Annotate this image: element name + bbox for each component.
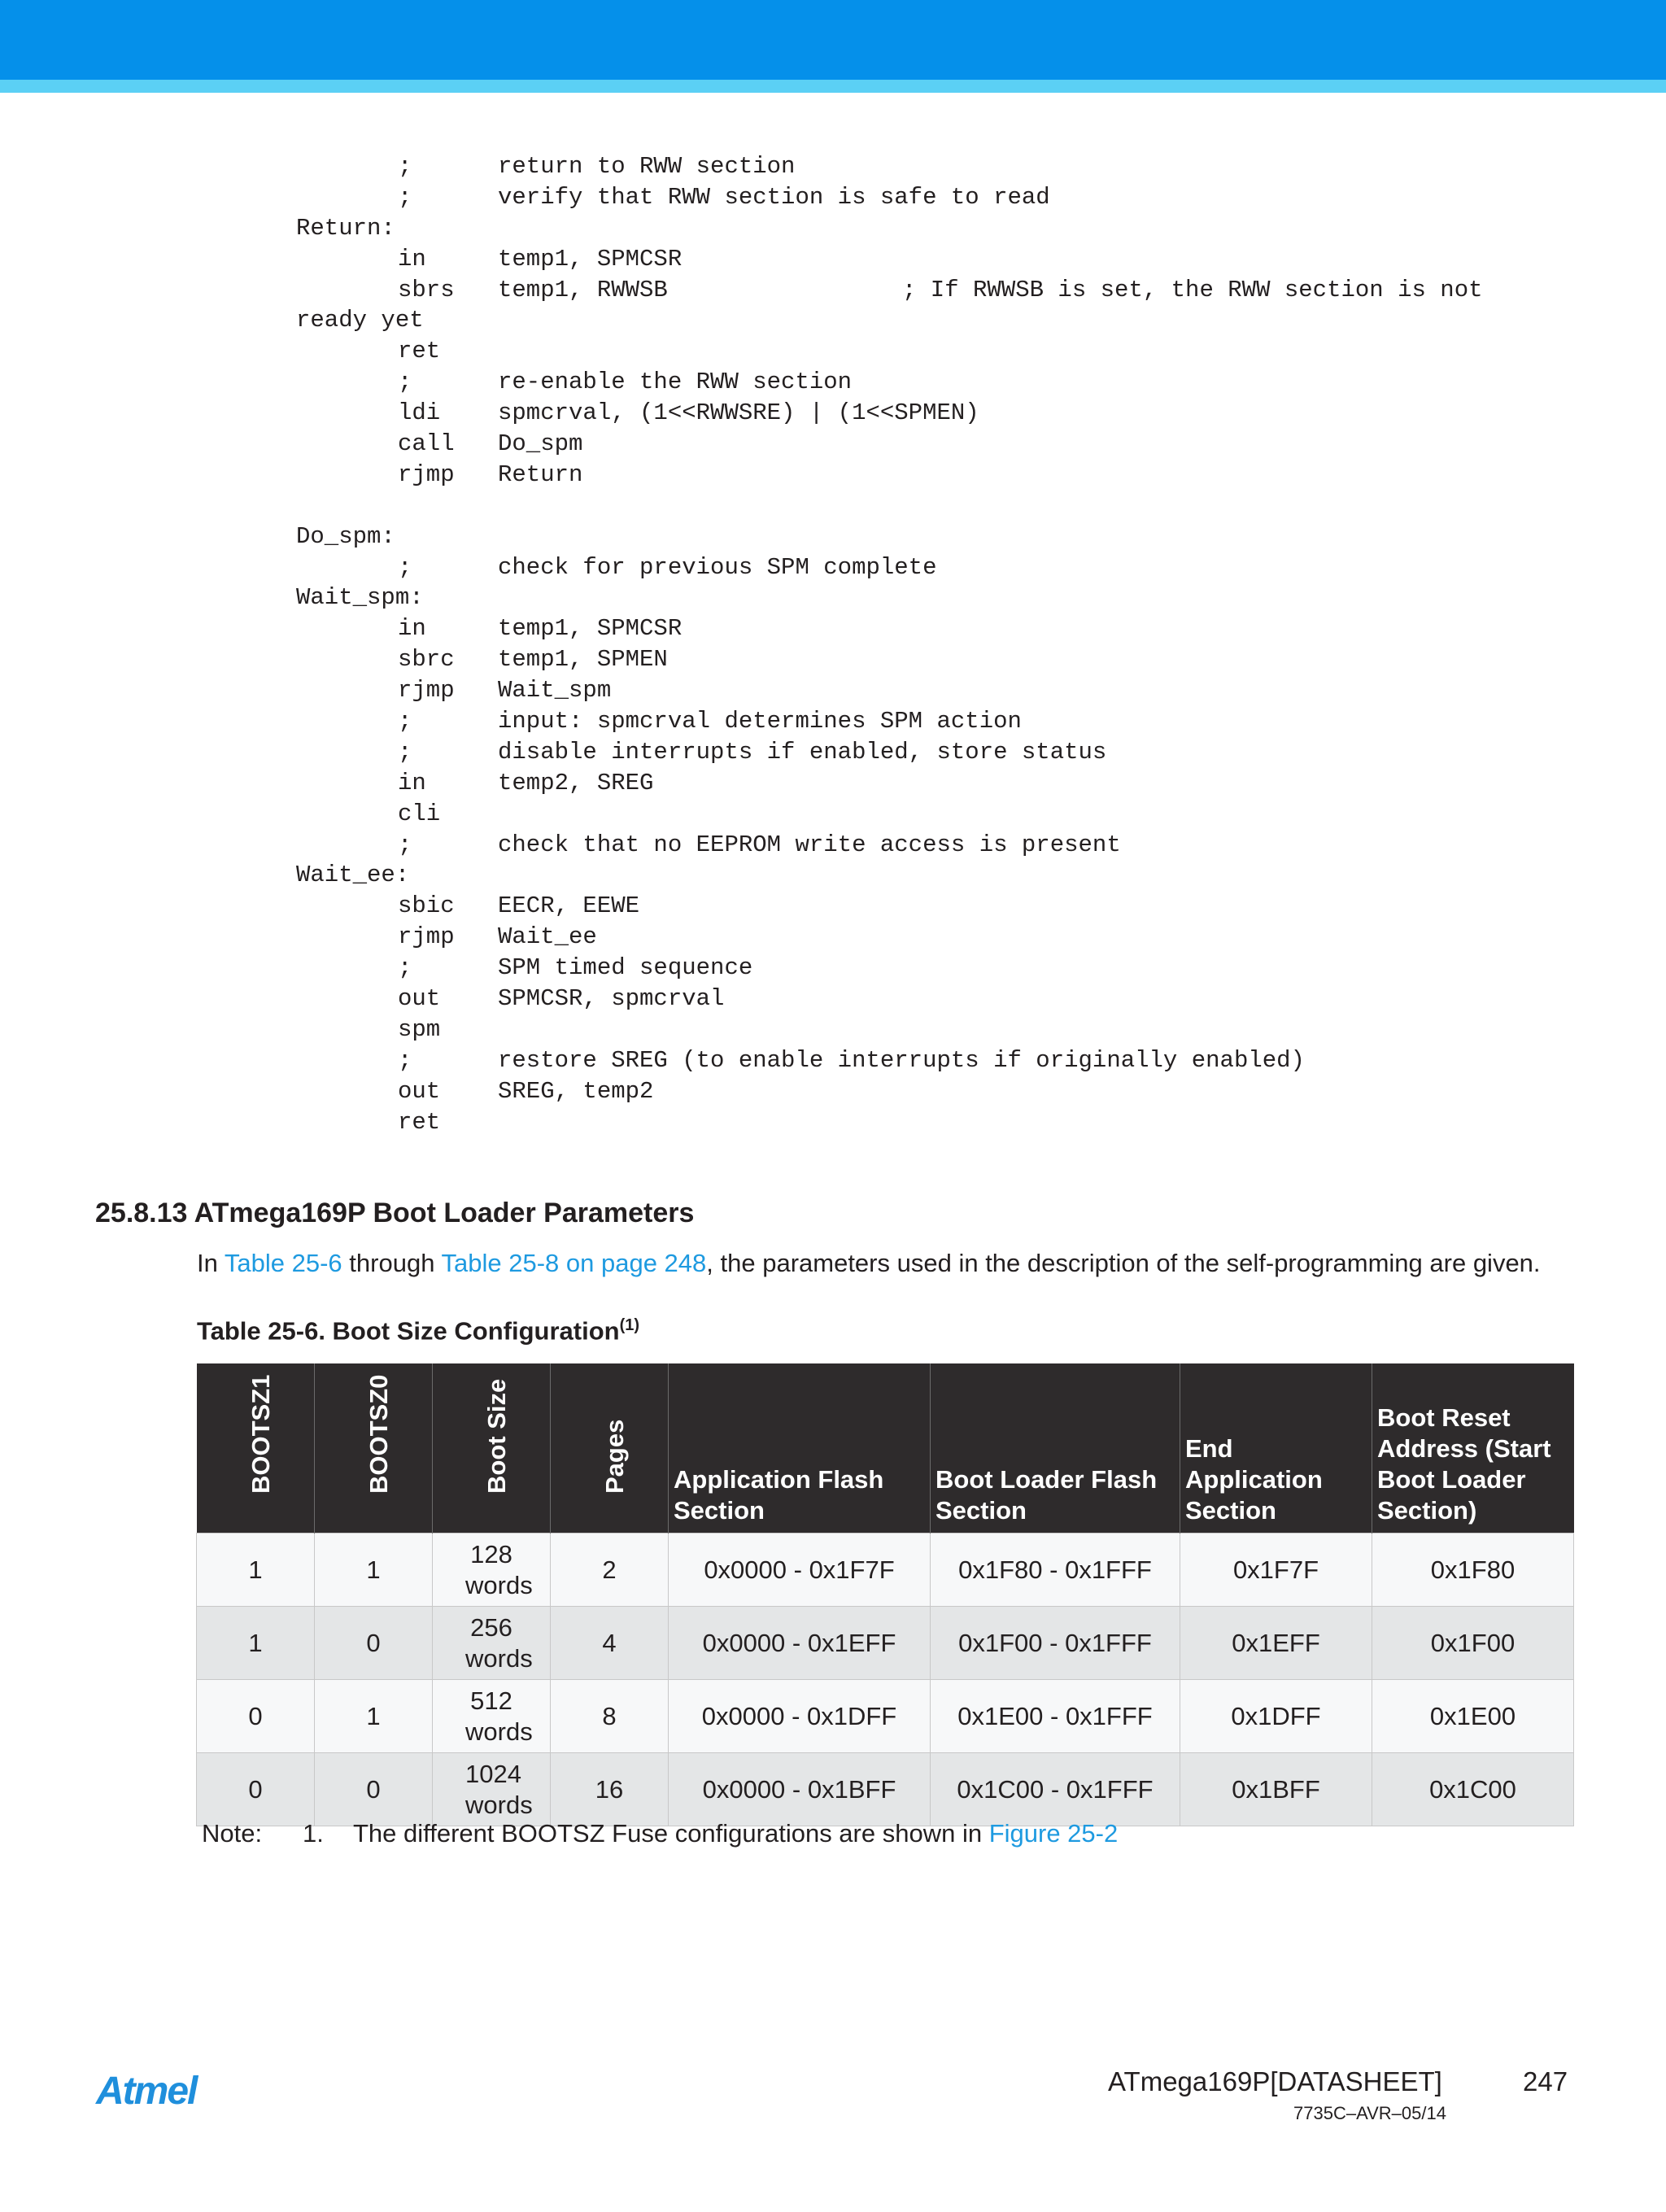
intro-text: In <box>197 1249 225 1277</box>
svg-text:Atmel: Atmel <box>96 2070 197 2113</box>
code-op: ; <box>398 954 412 982</box>
table-cell: 0x1C00 <box>1372 1753 1574 1826</box>
code-op: ; <box>398 831 412 858</box>
code-label: Wait_spm: <box>296 584 424 612</box>
table-cell: 1024 words <box>433 1753 551 1826</box>
table-cell: 8 <box>551 1680 669 1753</box>
table-cell: 1 <box>315 1680 433 1753</box>
code-op: sbrs <box>398 276 455 303</box>
table-cell: 0x1E00 - 0x1FFF <box>931 1680 1180 1753</box>
col-header-pages: Pages <box>551 1363 669 1534</box>
code-op: ; <box>398 708 412 735</box>
code-arg: Return <box>498 460 583 488</box>
table-cell: 0x1C00 - 0x1FFF <box>931 1753 1180 1826</box>
table-cell: 256 words <box>433 1607 551 1680</box>
code-op: cli <box>398 800 441 827</box>
code-op: out <box>398 1077 441 1105</box>
code-arg: temp1, SPMCSR <box>498 615 683 643</box>
code-label: Wait_ee: <box>296 862 410 889</box>
table-cell: 1 <box>315 1534 433 1607</box>
code-op: sbrc <box>398 646 455 674</box>
table-caption-text: Table 25-6. Boot Size Configuration <box>197 1316 620 1346</box>
code-arg: check for previous SPM complete <box>498 553 937 581</box>
code-op: rjmp <box>398 677 455 705</box>
code-arg: temp1, SPMEN <box>498 646 668 674</box>
code-op: ; <box>398 553 412 581</box>
code-op: spm <box>398 1015 441 1043</box>
table-row <box>197 1753 1574 1826</box>
code-arg: temp1, SPMCSR <box>498 245 683 273</box>
table-cell: 0x1EFF <box>1180 1607 1372 1680</box>
header-stripe <box>0 80 1666 93</box>
code-comment: ; If RWWSB is set, the RWW section is not <box>902 276 1483 303</box>
code-arg: re-enable the RWW section <box>498 369 853 396</box>
table-cell: 0x1F00 <box>1372 1607 1574 1680</box>
table-note <box>202 1819 1119 1848</box>
code-op: rjmp <box>398 460 455 488</box>
code-label: ready yet <box>296 307 424 334</box>
table-cell: 0x1F00 - 0x1FFF <box>931 1607 1180 1680</box>
code-arg: Do_spm <box>498 430 583 458</box>
footer-revision: 7735C–AVR–05/14 <box>1293 2103 1446 2123</box>
code-op: out <box>398 985 441 1013</box>
code-arg: verify that RWW section is safe to read <box>498 183 1050 211</box>
table-cell: 16 <box>551 1753 669 1826</box>
table-caption <box>197 1316 639 1346</box>
code-arg: disable interrupts if enabled, store status <box>498 738 1107 766</box>
code-arg: Wait_spm <box>498 677 612 705</box>
footer-document-title: ATmega169P[DATASHEET] <box>1108 2066 1442 2096</box>
col-header-end-application: End Application Section <box>1180 1363 1372 1534</box>
code-op: ret <box>398 338 441 365</box>
code-arg: SREG, temp2 <box>498 1077 654 1105</box>
table-row <box>197 1680 1574 1753</box>
note-text: The different BOOTSZ Fuse configurations are shown in Figure 25-2 <box>353 1819 1119 1848</box>
code-op: ret <box>398 1108 441 1136</box>
code-op: in <box>398 769 426 796</box>
code-op: ; <box>398 183 412 211</box>
table-cell: 0x0000 - 0x1F7F <box>669 1534 931 1607</box>
code-op: ; <box>398 738 412 766</box>
boot-size-table <box>196 1363 1574 1826</box>
intro-paragraph <box>197 1249 1541 1278</box>
code-arg: temp2, SREG <box>498 769 654 796</box>
code-op: ldi <box>398 399 441 427</box>
table-cell: 0x1BFF <box>1180 1753 1372 1826</box>
table-cell: 1 <box>197 1534 315 1607</box>
table-cell: 0x1F80 - 0x1FFF <box>931 1534 1180 1607</box>
table-cell: 0x1F80 <box>1372 1534 1574 1607</box>
table-cell: 0x1DFF <box>1180 1680 1372 1753</box>
table-cell: 0 <box>315 1607 433 1680</box>
table-cell: 0x0000 - 0x1BFF <box>669 1753 931 1826</box>
col-header-bootsz0: BOOTSZ0 <box>315 1363 433 1534</box>
col-header-boot-size: Boot Size <box>433 1363 551 1534</box>
table-cell: 0 <box>315 1753 433 1826</box>
table-cell: 128 words <box>433 1534 551 1607</box>
link-table-25-6[interactable]: Table 25-6 <box>224 1249 342 1277</box>
code-arg: EECR, EEWE <box>498 892 640 920</box>
table-cell: 0x1E00 <box>1372 1680 1574 1753</box>
table-cell: 4 <box>551 1607 669 1680</box>
table-cell: 512 words <box>433 1680 551 1753</box>
code-arg: SPM timed sequence <box>498 954 753 982</box>
table-cell: 0 <box>197 1680 315 1753</box>
code-op: ; <box>398 1046 412 1074</box>
table-header-row <box>197 1363 1574 1534</box>
col-header-boot-reset-address: Boot Reset Address (Start Boot Loader Section) <box>1372 1363 1574 1534</box>
atmel-logo <box>94 2068 241 2114</box>
code-arg: check that no EEPROM write access is present <box>498 831 1121 858</box>
code-arg: spmcrval, (1<<RWWSRE) | (1<<SPMEN) <box>498 399 979 427</box>
footer-page-number: 247 <box>1523 2066 1568 2096</box>
table-caption-footnote: (1) <box>619 1316 640 1334</box>
code-op: in <box>398 245 426 273</box>
code-arg: input: spmcrval determines SPM action <box>498 708 1022 735</box>
link-figure-25-2[interactable]: Figure 25-2 <box>988 1819 1119 1848</box>
note-label: Note: <box>202 1819 263 1848</box>
table-row <box>197 1534 1574 1607</box>
table-cell: 0 <box>197 1753 315 1826</box>
code-op: in <box>398 615 426 643</box>
code-arg: restore SREG (to enable interrupts if originally enabled) <box>498 1046 1305 1074</box>
code-arg: temp1, RWWSB <box>498 276 668 303</box>
code-op: ; <box>398 153 412 180</box>
table-cell: 0x0000 - 0x1DFF <box>669 1680 931 1753</box>
table-cell: 0x0000 - 0x1EFF <box>669 1607 931 1680</box>
table-cell: 2 <box>551 1534 669 1607</box>
code-op: rjmp <box>398 923 455 951</box>
intro-text: through <box>342 1249 442 1277</box>
code-label: Do_spm: <box>296 522 395 550</box>
col-header-bootsz1: BOOTSZ1 <box>197 1363 315 1534</box>
code-arg: SPMCSR, spmcrval <box>498 985 725 1013</box>
intro-text: , the parameters used in the description of the self-programming are given. <box>706 1249 1541 1277</box>
table-cell: 1 <box>197 1607 315 1680</box>
link-table-25-8[interactable]: Table 25-8 on page 248 <box>441 1249 707 1277</box>
code-op: ; <box>398 369 412 396</box>
code-op: call <box>398 430 455 458</box>
code-op: sbic <box>398 892 455 920</box>
col-header-application-flash: Application Flash Section <box>669 1363 931 1534</box>
table-row <box>197 1607 1574 1680</box>
table-cell: 0x1F7F <box>1180 1534 1372 1607</box>
code-arg: return to RWW section <box>498 153 796 180</box>
code-arg: Wait_ee <box>498 923 597 951</box>
col-header-boot-loader-flash: Boot Loader Flash Section <box>931 1363 1180 1534</box>
header-bar <box>0 0 1666 80</box>
section-heading: 25.8.13 ATmega169P Boot Loader Parameters <box>95 1198 695 1228</box>
code-label: Return: <box>296 214 395 242</box>
note-number: 1. <box>303 1819 324 1848</box>
